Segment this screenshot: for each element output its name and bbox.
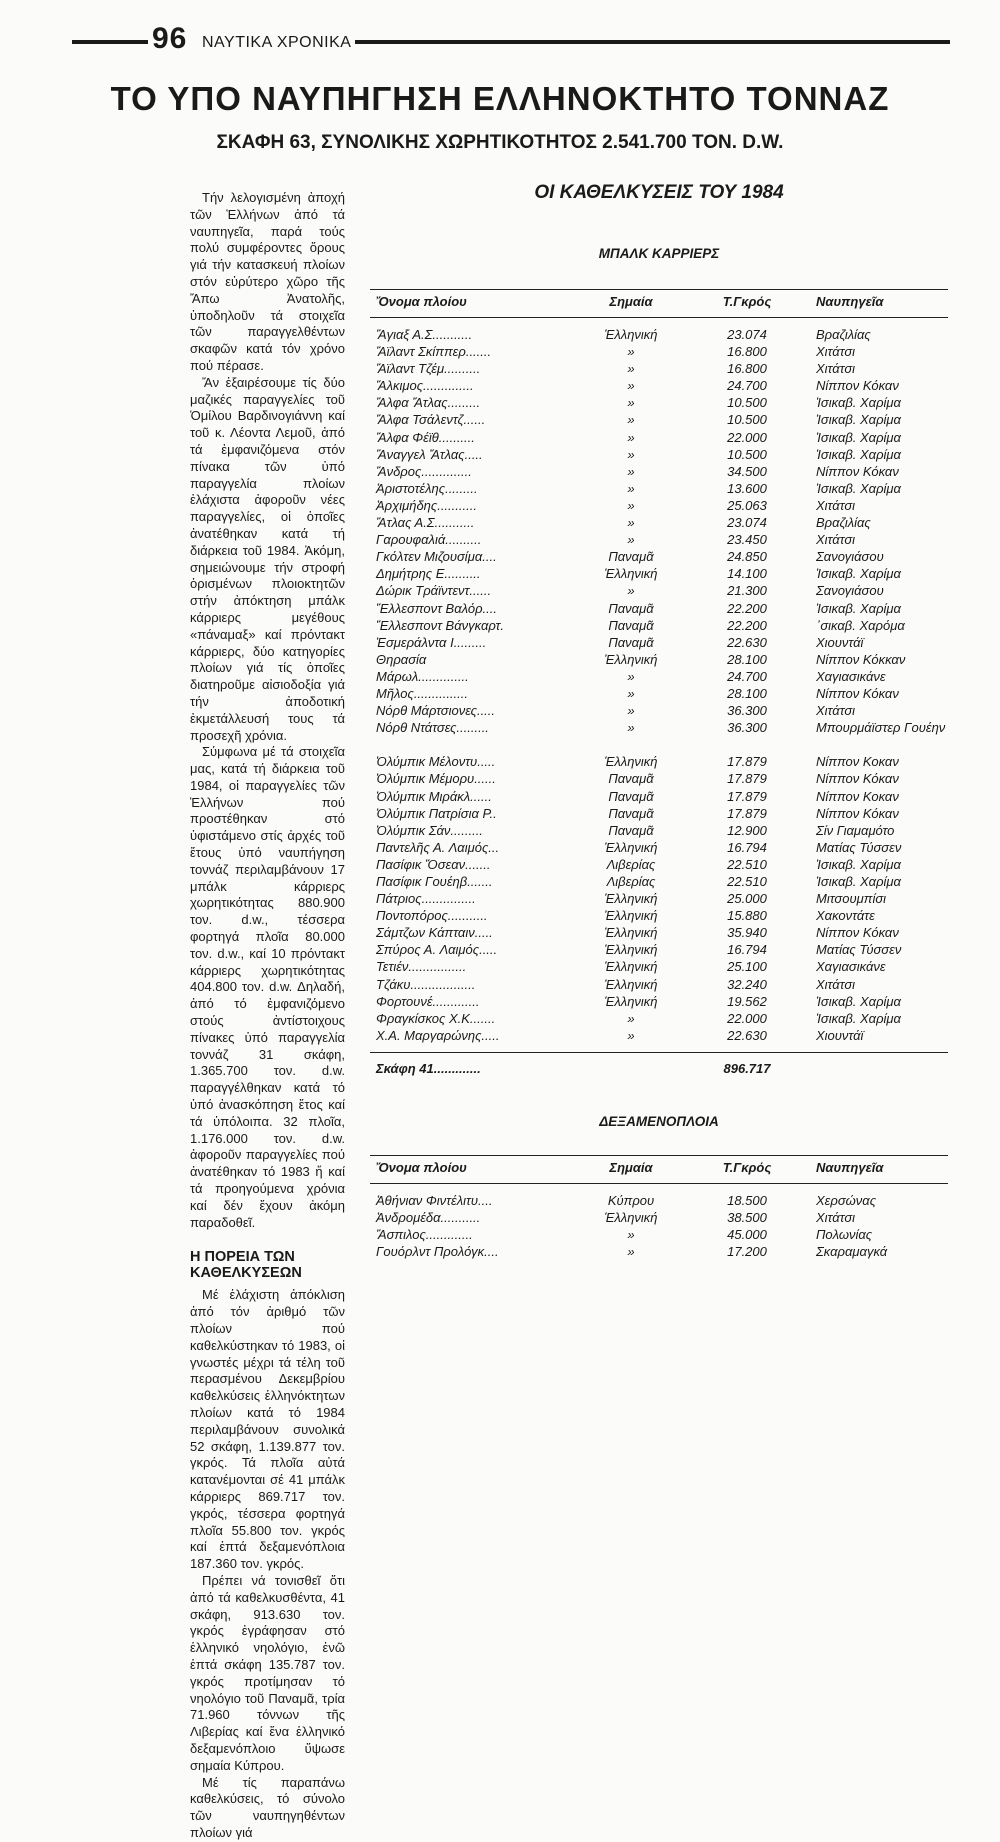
flag-cell: Παναμᾶ	[608, 549, 654, 565]
flag-cell: »	[627, 703, 635, 719]
tonnage-cell: 22.200	[727, 600, 767, 616]
flag-cell: Παναμᾶ	[608, 822, 654, 838]
ship-name-cell: Σάμτζων Κάπταιν.....	[376, 925, 493, 941]
flag-cell: »	[627, 1244, 635, 1260]
col-header-yard: Ναυπηγεῖα	[816, 1159, 884, 1175]
tonnage-cell: 13.600	[727, 480, 767, 496]
header-rule-left	[72, 40, 148, 44]
launchings-column	[370, 182, 948, 1260]
flag-cell: »	[627, 497, 635, 513]
shipyard-cell: ᾿σικαβ. Χαρόμα	[816, 617, 905, 633]
table-row	[370, 497, 948, 514]
ship-name-cell: Ἐσμεράλντα Ι.........	[376, 634, 487, 650]
flag-cell: »	[627, 1227, 635, 1243]
tonnage-cell: 34.500	[727, 463, 767, 479]
ship-name-cell: Δώρικ Τράϊντεντ......	[376, 583, 492, 599]
tankers-section	[370, 1114, 948, 1260]
shipyard-cell: Ἰσικαβ. Χαρίμα	[816, 395, 901, 411]
page-number: 96	[148, 22, 191, 56]
table-row	[370, 993, 948, 1010]
shipyard-cell: Ματίας Τύσσεν	[816, 839, 902, 855]
flag-cell: Παναμᾶ	[608, 600, 654, 616]
tonnage-cell: 25.100	[727, 959, 767, 975]
flag-cell: Ἑλληνική	[604, 651, 658, 667]
ship-name-cell: Ἄϊλαντ Τζέμ..........	[376, 361, 481, 377]
ship-name-cell: Ὀλύμπικ Μέλοντυ.....	[376, 754, 496, 770]
ship-name-cell: Ἄλφα Τσάλεντζ......	[376, 412, 486, 428]
shipyard-cell: Ἰσικαβ. Χαρίμα	[816, 993, 901, 1009]
tankers-table-header	[370, 1155, 948, 1184]
flag-cell: Παναμᾶ	[608, 805, 654, 821]
ship-name-cell: Ἕλλεσποντ Βαλόρ....	[376, 600, 497, 616]
table-row	[370, 822, 948, 839]
tonnage-cell: 10.500	[727, 395, 767, 411]
table-row	[370, 941, 948, 958]
tonnage-cell: 19.562	[727, 993, 767, 1009]
shipyard-cell: Ἰσικαβ. Χαρίμα	[816, 429, 901, 445]
flag-cell: Ἑλληνική	[604, 566, 658, 582]
flag-cell: »	[627, 720, 635, 736]
bulk-table-body	[370, 326, 948, 1044]
paragraph: Μέ τίς παραπάνω καθελκύσεις, τό σύνολο τῶν ναυπηγηθέντων πλοίων γιά	[190, 1774, 345, 1840]
tonnage-cell: 22.200	[727, 617, 767, 633]
ship-name-cell: Νόρθ Μάρτσιονες.....	[376, 703, 496, 719]
ship-name-cell: Τετιέν................	[376, 959, 467, 975]
shipyard-cell: Ἰσικαβ. Χαρίμα	[816, 856, 901, 872]
flag-cell: »	[627, 685, 635, 701]
ship-name-cell: Πασίφικ Ὄσεαν.......	[376, 856, 491, 872]
tonnage-cell: 24.700	[727, 668, 767, 684]
tonnage-cell: 22.630	[727, 634, 767, 650]
shipyard-cell: Ἰσικαβ. Χαρίμα	[816, 446, 901, 462]
tonnage-cell: 22.630	[727, 1027, 767, 1043]
tonnage-cell: 10.500	[727, 412, 767, 428]
table-row	[370, 873, 948, 890]
tonnage-cell: 10.500	[727, 446, 767, 462]
flag-cell: »	[627, 446, 635, 462]
shipyard-cell: Νίππον Κόκαν	[816, 378, 899, 394]
table-row	[370, 377, 948, 394]
flag-cell: »	[627, 583, 635, 599]
table-row	[370, 1243, 948, 1260]
ship-name-cell: Νόρθ Ντάτσες.........	[376, 720, 489, 736]
total-spacer	[576, 1061, 686, 1076]
ship-name-cell: Ἀνδρομέδα...........	[376, 1210, 481, 1226]
col-header-flag: Σημαία	[609, 1159, 653, 1175]
col-header-tonnage: Τ.Γκρός	[722, 294, 772, 309]
shipyard-cell: Ἰσικαβ. Χαρίμα	[816, 600, 901, 616]
ship-name-cell: Ἄλκιμος..............	[376, 378, 474, 394]
shipyard-cell: Σκαραμαγκά	[816, 1244, 888, 1260]
ship-name-cell: Φορτουνέ.............	[376, 993, 480, 1009]
flag-cell: »	[627, 532, 635, 548]
paragraph: Πρέπει νά τονισθεῖ ὅτι ἀπό τά καθελκυσθέντα, 41 σκάφη, 913.630 τον. γκρός ἐγράφησαν στό ἑλληνικό νηολόγιο, ἐνῶ ἑπτά σκάφη 135.787 τον. γκρός προτίμησαν τό νηολόγιο τοῦ Παναμᾶ, τρία 71.960 τόννων τῆς Λιβερίας καί ἕνα ἑλληνικό δεξαμενόπλοιο ὕψωσε σημαία Κύπρου.	[190, 1572, 345, 1773]
shipyard-cell: Μιτσουμπίσι	[816, 891, 887, 907]
tonnage-cell: 45.000	[727, 1227, 767, 1243]
table-row	[370, 976, 948, 993]
shipyard-cell: Χιουντάϊ	[816, 634, 864, 650]
tonnage-cell: 32.240	[727, 976, 767, 992]
tonnage-cell: 23.450	[727, 532, 767, 548]
table-row	[370, 531, 948, 548]
ship-name-cell: Ἄλφα Ἄτλας.........	[376, 395, 481, 411]
ship-name-cell: Πάτριος...............	[376, 891, 476, 907]
shipyard-cell: Χαγιασικάνε	[816, 959, 886, 975]
col-header-tonnage: Τ.Γκρός	[722, 1159, 772, 1175]
flag-cell: »	[627, 480, 635, 496]
table-row	[370, 958, 948, 975]
table-row	[370, 617, 948, 634]
ship-name-cell: Μῆλος...............	[376, 685, 468, 701]
tonnage-cell: 22.000	[727, 429, 767, 445]
col-header-flag: Σημαία	[609, 294, 653, 309]
flag-cell: »	[627, 515, 635, 531]
shipyard-cell: Βραζιλίας	[816, 515, 871, 531]
table-row	[370, 668, 948, 685]
ship-name-cell: Θηρασία	[376, 651, 427, 667]
flag-cell: »	[627, 361, 635, 377]
flag-cell: Λιβερίας	[606, 874, 656, 889]
ship-name-cell: Ὀλύμπικ Πατρίσια Ρ..	[376, 805, 497, 821]
tonnage-cell: 17.879	[727, 754, 767, 770]
shipyard-cell: Βραζιλίας	[816, 327, 871, 342]
tonnage-cell: 23.074	[727, 327, 767, 342]
shipyard-cell: Νίππον Κόκαν	[816, 685, 899, 701]
ship-name-cell: Δημήτρης Ε..........	[376, 566, 481, 582]
table-row	[370, 1209, 948, 1226]
tonnage-cell: 22.000	[727, 1010, 767, 1026]
ship-name-cell: Ὀλύμπικ Μιράκλ......	[376, 788, 492, 804]
paragraph: Ἄν ἐξαιρέσουμε τίς δύο μαζικές παραγγελίες τοῦ Ὀμίλου Βαρδινογιάννη καί τοῦ κ. Λέοντα Λεμοῦ, ἀπό τά ἐμφανιζόμενα στόν πίνακα τῶν ὑπό παραγγελία πλοίων ἐλάχιστα ἀφοροῦν νέες παραγγελίες, οἱ ὁποῖες ἀνατέθηκαν κατά τή διάρκεια τοῦ 1984. Ἀκόμη, σημειώνουμε τήν στροφή ὁρισμένων πλοιοκτητῶν στήν ἀπόκτηση μπάλκ κάρριερς μεγέθους «πάναμαξ» καί πρόντακτ κάρριερς, δύο κατηγορίες πλοίων γιά τίς ὁποῖες διατηροῦμε αἰσιοδοξία γιά τήν ἀποδοτική ἐκμετάλλευσή τους τά προσεχῆ χρόνια.	[190, 374, 345, 743]
shipyard-cell: Πολωνίας	[816, 1227, 873, 1243]
flag-cell: Ἑλληνική	[604, 1210, 658, 1226]
flag-cell: Παναμᾶ	[608, 634, 654, 650]
tonnage-cell: 16.794	[727, 942, 767, 958]
launchings-title: ΟΙ ΚΑΘΕΛΚΥΣΕΙΣ ΤΟΥ 1984	[534, 182, 784, 203]
flag-cell: Ἑλληνική	[604, 925, 658, 941]
tonnage-cell: 12.900	[727, 822, 767, 838]
flag-cell: Κύπρου	[607, 1192, 655, 1208]
table-row	[370, 702, 948, 719]
flag-cell: Παναμᾶ	[608, 617, 654, 633]
flag-cell: Παναμᾶ	[608, 788, 654, 804]
shipyard-cell: Σίν Γιαμαμότο	[816, 822, 895, 838]
shipyard-cell: Χιτάτσι	[816, 532, 856, 548]
table-row	[370, 565, 948, 582]
ship-name-cell: Γουόρλντ Προλόγκ....	[376, 1244, 499, 1260]
table-row	[370, 463, 948, 480]
flag-cell: »	[627, 668, 635, 684]
ship-name-cell: Φραγκίσκος Χ.Κ.......	[376, 1010, 496, 1026]
table-row	[370, 805, 948, 822]
flag-cell: »	[627, 463, 635, 479]
total-label: Σκάφη 41.............	[376, 1060, 481, 1076]
bulk-table-header	[370, 289, 948, 318]
shipyard-cell: Χιτάτσι	[816, 361, 856, 377]
shipyard-cell: Ματίας Τύσσεν	[816, 942, 902, 958]
table-row	[370, 839, 948, 856]
flag-cell: Ἑλληνική	[604, 993, 658, 1009]
tonnage-cell: 36.300	[727, 720, 767, 736]
table-row	[370, 1192, 948, 1209]
shipyard-cell: Νίππον Κόκαν	[816, 771, 899, 787]
tonnage-cell: 21.300	[727, 583, 767, 599]
shipyard-cell: Ἰσικαβ. Χαρίμα	[816, 480, 901, 496]
tonnage-cell: 22.510	[727, 874, 767, 889]
table-row	[370, 924, 948, 941]
shipyard-cell: Χιτάτσι	[816, 497, 856, 513]
table-row	[370, 548, 948, 565]
tonnage-cell: 15.880	[727, 908, 767, 924]
tankers-title: ΔΕΞΑΜΕΝΟΠΛΟΙΑ	[599, 1113, 719, 1129]
col-header-name: Ὄνομα πλοίου	[376, 294, 467, 309]
table-row	[370, 1010, 948, 1027]
tonnage-cell: 23.074	[727, 515, 767, 531]
tonnage-cell: 24.850	[727, 549, 767, 565]
table-row	[370, 411, 948, 428]
flag-cell: Ἑλληνική	[604, 839, 658, 855]
shipyard-cell: Χαγιασικάνε	[816, 668, 886, 684]
table-row	[370, 343, 948, 360]
ship-name-cell: Χ.Α. Μαργαρώνης.....	[376, 1027, 500, 1043]
flag-cell: »	[627, 395, 635, 411]
table-row	[370, 600, 948, 617]
table-row	[370, 582, 948, 599]
tankers-table-body	[370, 1192, 948, 1260]
flag-cell: »	[627, 1010, 635, 1026]
tonnage-cell: 17.879	[727, 771, 767, 787]
left-text-column	[190, 190, 345, 1842]
flag-cell: »	[627, 1027, 635, 1043]
flag-cell: Παναμᾶ	[608, 771, 654, 787]
shipyard-cell: Μπουρμάϊστερ Γουέην	[816, 720, 946, 736]
table-row	[370, 1027, 948, 1044]
header-rule-right	[300, 40, 950, 44]
paragraph: Σύμφωνα μέ τά στοιχεῖα μας, κατά τή διάρκεια τοῦ 1984, οἱ παραγγελίες τῶν Ἑλλήνων πού προστέθηκαν στό ὑφιστάμενο στίς ἀρχές τοῦ ἔτους ὑπό ναυπήγηση τοννάζ περιλαμβάνουν 17 μπάλκ κάρριερς χωρητικότητας 880.900 τον. d.w., τέσσερα φορτηγά πλοῖα 80.000 τον. d.w., καί 10 πρόντακτ κάρριερς χωρητικότητας 404.800 τον. d.w. Δηλαδή, ἀπό τό ἐμφανιζόμενο στούς ἀντίστοιχους πίνακες ὑπό παραγγελία τοννάζ 31 σκάφη, 1.365.700 τον. d.w. παραγγέλθηκαν κατά τό ὑπό ἀνασκόπηση ἔτος καί τά ὑπόλοιπα. 32 πλοῖα, 1.176.000 τον. d.w. ἀφοροῦν παραγγελίες πού ἀνατέθηκαν τό 1983 ἤ καί τά προηγούμενα χρόνια καί δέν ἔχουν ἀκόμη παραδοθεῖ.	[190, 744, 345, 1230]
shipyard-cell: Νίππον Κόκκαν	[816, 651, 906, 667]
bulk-carriers-title: ΜΠΑΛΚ ΚΑΡΡΙΕΡΣ	[598, 246, 720, 261]
ship-name-cell: Ὀλύμπικ Μέμορυ......	[376, 771, 496, 787]
ship-name-cell: Τζάκυ..................	[376, 976, 476, 992]
table-row	[370, 890, 948, 907]
ship-name-cell: Ποντοπόρος...........	[376, 908, 488, 924]
flag-cell: Ἑλληνική	[604, 942, 658, 958]
ship-name-cell: Πασίφικ Γουέηβ.......	[376, 874, 493, 889]
tonnage-cell: 17.200	[727, 1244, 767, 1260]
shipyard-cell: Χιτάτσι	[816, 1210, 856, 1226]
flag-cell: Λιβερίας	[606, 856, 656, 872]
table-row	[370, 770, 948, 787]
shipyard-cell: Ἰσικαβ. Χαρίμα	[816, 874, 901, 889]
ship-name-cell: Γαρουφαλιά..........	[376, 532, 482, 548]
tonnage-cell: 17.879	[727, 805, 767, 821]
table-row	[370, 685, 948, 702]
flag-cell: Ἑλληνική	[604, 891, 658, 907]
table-row	[370, 429, 948, 446]
shipyard-cell: Ἰσικαβ. Χαρίμα	[816, 566, 901, 582]
shipyard-cell: Χακοντάτε	[816, 908, 875, 924]
shipyard-cell: Νίππον Κόκαν	[816, 925, 899, 941]
flag-cell: Ἑλληνική	[604, 754, 658, 770]
ship-name-cell: Ἀριστοτέλης.........	[376, 480, 478, 496]
table-row	[370, 480, 948, 497]
shipyard-cell: Χιτάτσι	[816, 703, 856, 719]
ship-name-cell: Ἄλφα Φέϊθ..........	[376, 429, 475, 445]
shipyard-cell: Σανογιάσου	[816, 549, 884, 565]
col-header-name: Ὄνομα πλοίου	[376, 1159, 467, 1175]
magazine-name: ΝΑΥΤΙΚΑ ΧΡΟΝΙΚΑ	[198, 34, 355, 52]
table-row	[370, 514, 948, 531]
tonnage-cell: 22.510	[727, 856, 767, 872]
article-title: ΤΟ ΥΠΟ ΝΑΥΠΗΓΗΣΗ ΕΛΛΗΝΟΚΤΗΤΟ ΤΟΝΝΑΖ	[110, 80, 890, 117]
shipyard-cell: Χιτάτσι	[816, 976, 856, 992]
section-heading: Η ΠΟΡΕΙΑ ΤΩΝ ΚΑΘΕΛΚΥΣΕΩΝ	[190, 1249, 302, 1282]
table-row	[370, 651, 948, 668]
shipyard-cell: Χιτάτσι	[816, 344, 856, 360]
tonnage-cell: 25.063	[727, 497, 767, 513]
tonnage-cell: 17.879	[727, 788, 767, 804]
ship-name-cell: Παντελῆς Α. Λαιμός...	[376, 839, 500, 855]
table-row	[370, 1226, 948, 1243]
table-row	[370, 753, 948, 770]
total-spacer-2	[808, 1061, 948, 1076]
ship-name-cell: Ὀλύμπικ Σάν.........	[376, 822, 483, 838]
paragraph: Μέ ἐλάχιστη ἀπόκλιση ἀπό τόν ἀριθμό τῶν πλοίων πού καθελκύστηκαν τό 1983, οἱ γνωστές μέχρι τά τέλη τοῦ περασμένου Δεκεμβρίου καθελκύσεις ἑλληνόκτητων πλοίων κατά τό 1984 περιλαμβάνουν συνολικά 52 σκάφη, 1.139.877 τον. γκρός. Τά πλοῖα αὐτά κατανέμονται σέ 41 μπάλκ κάρριερς 869.717 τον. γκρός, τέσσερα φορτηγά πλοῖα 55.800 τον. γκρός καί ἑπτά δεξαμενόπλοια 187.360 τον. γκρός.	[190, 1287, 345, 1572]
bulk-total-row	[370, 1052, 948, 1076]
ship-name-cell: Γκόλτεν Μιζουσίμα....	[376, 549, 497, 565]
shipyard-cell: Νίππον Κόκαν	[816, 805, 899, 821]
ship-name-cell: Ἕλλεσποντ Βάνγκαρτ.	[376, 617, 505, 633]
ship-name-cell: Σπύρος Α. Λαιμός.....	[376, 942, 498, 958]
tonnage-cell: 16.794	[727, 839, 767, 855]
table-row	[370, 634, 948, 651]
shipyard-cell: Νίππον Κοκαν	[816, 754, 899, 770]
flag-cell: »	[627, 344, 635, 360]
total-tonnage: 896.717	[723, 1060, 771, 1076]
flag-cell: »	[627, 378, 635, 394]
tonnage-cell: 16.800	[727, 344, 767, 360]
shipyard-cell: Νίππον Κοκαν	[816, 788, 899, 804]
table-row	[370, 326, 948, 343]
ship-name-cell: Μάρωλ..............	[376, 668, 469, 684]
tonnage-cell: 28.100	[727, 651, 767, 667]
tonnage-cell: 25.000	[727, 891, 767, 907]
flag-cell: Ἑλληνική	[604, 976, 658, 992]
flag-cell: »	[627, 412, 635, 428]
tonnage-cell: 16.800	[727, 361, 767, 377]
tonnage-cell: 14.100	[727, 566, 767, 582]
tonnage-cell: 38.500	[727, 1210, 767, 1226]
tonnage-cell: 36.300	[727, 703, 767, 719]
table-row	[370, 856, 948, 873]
ship-name-cell: Ἀρχιμήδης...........	[376, 497, 477, 513]
table-row	[370, 394, 948, 411]
shipyard-cell: Χερσώνας	[816, 1192, 877, 1208]
tonnage-cell: 28.100	[727, 685, 767, 701]
table-row	[370, 719, 948, 753]
table-row	[370, 360, 948, 377]
flag-cell: Ἑλληνική	[604, 327, 658, 342]
ship-name-cell: Ἄνδρος..............	[376, 463, 472, 479]
table-row	[370, 446, 948, 463]
table-row	[370, 907, 948, 924]
shipyard-cell: Νίππον Κόκαν	[816, 463, 899, 479]
tonnage-cell: 18.500	[727, 1192, 767, 1208]
article-subtitle: ΣΚΑΦΗ 63, ΣΥΝΟΛΙΚΗΣ ΧΩΡΗΤΙΚΟΤΗΤΟΣ 2.541.700 ΤΟΝ. D.W.	[216, 132, 784, 153]
flag-cell: »	[627, 429, 635, 445]
shipyard-cell: Ἰσικαβ. Χαρίμα	[816, 412, 901, 428]
ship-name-cell: Ἄναγγελ Ἄτλας.....	[376, 446, 483, 462]
shipyard-cell: Χιουντάϊ	[816, 1027, 864, 1043]
ship-name-cell: Ἄτλας Α.Σ...........	[376, 515, 475, 531]
ship-name-cell: Ἄγιαξ Α.Σ...........	[376, 327, 473, 342]
col-header-yard: Ναυπηγεῖα	[816, 294, 884, 309]
paragraph: Τήν λελογισμένη ἀποχή τῶν Ἑλλήνων ἀπό τά ναυπηγεῖα, παρά τούς πολύ συμφέροντες ὅρους γιά τήν κατασκευή πλοίων στόν εὐρύτερο χῶρο τῆς Ἄπω Ἀνατολῆς, ὑποδηλοῦν τά στοιχεῖα τῶν παραγγελθέντων σκαφῶν κατά τόν χρόνο πού πέρασε.	[190, 190, 345, 373]
table-row	[370, 788, 948, 805]
shipyard-cell: Σανογιάσου	[816, 583, 884, 599]
flag-cell: Ἑλληνική	[604, 959, 658, 975]
ship-name-cell: Ἀθήνιαν Φιντέλιτυ....	[376, 1192, 493, 1208]
shipyard-cell: Ἰσικαβ. Χαρίμα	[816, 1010, 901, 1026]
ship-name-cell: Ἄϊλαντ Σκίππερ.......	[376, 344, 492, 360]
ship-name-cell: Ἄσπιλος.............	[376, 1227, 473, 1243]
tonnage-cell: 24.700	[727, 378, 767, 394]
tonnage-cell: 35.940	[727, 925, 767, 941]
flag-cell: Ἑλληνική	[604, 908, 658, 924]
